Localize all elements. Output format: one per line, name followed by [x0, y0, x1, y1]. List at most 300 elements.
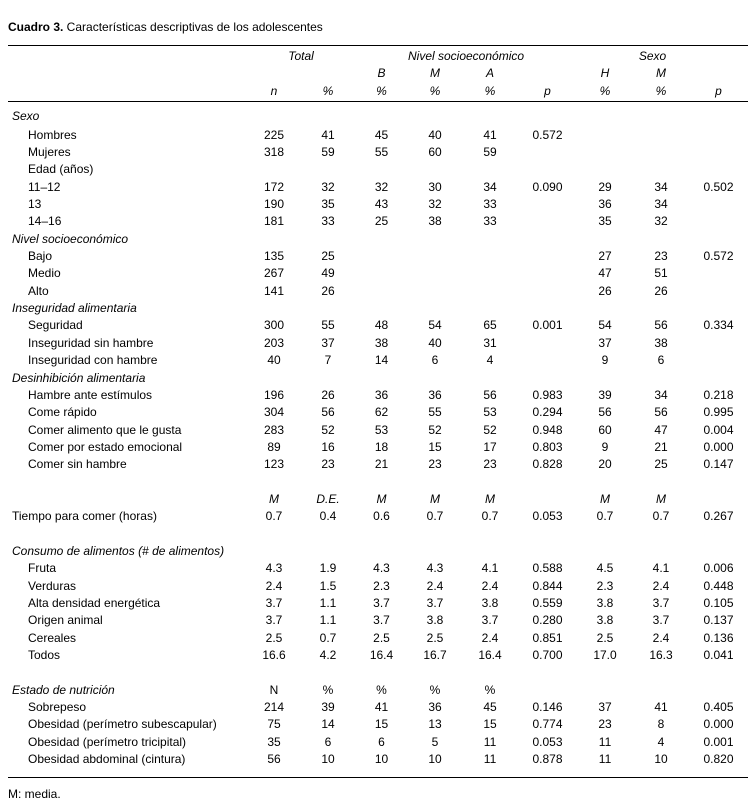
table-cell: 2.4: [426, 578, 444, 593]
table-cell: M: [656, 491, 667, 506]
section-row: [8, 543, 748, 560]
table-cell: [408, 231, 462, 248]
table-cell: 123: [263, 457, 285, 472]
table-cell: 47: [654, 422, 668, 437]
section-row: [8, 370, 748, 387]
table-cell: %: [322, 682, 334, 697]
header-cell: %: [484, 83, 496, 98]
table-cell: 43: [374, 197, 389, 212]
table-cell: 318: [263, 145, 285, 160]
table-row: [8, 560, 748, 577]
header-cell: %: [429, 83, 441, 98]
table-cell: 9: [601, 439, 609, 454]
table-cell: 21: [654, 439, 668, 454]
table-cell: [633, 161, 689, 178]
table-cell: 0.844: [532, 578, 563, 593]
table-cell: 3.7: [652, 595, 670, 610]
header-cell: H: [600, 66, 610, 81]
table-cell: [689, 300, 748, 317]
table-cell: 59: [321, 145, 335, 160]
table-cell: 16.4: [369, 648, 394, 662]
table-cell: 8: [657, 717, 665, 732]
table-cell: [462, 474, 518, 491]
row-label: [8, 474, 247, 491]
table-cell: [689, 231, 748, 248]
table-cell: 53: [483, 405, 497, 420]
table-cell: 4.3: [265, 561, 283, 576]
descriptive-table: [8, 48, 748, 768]
table-cell: 37: [598, 335, 612, 350]
table-cell: [577, 664, 633, 681]
table-cell: 26: [321, 283, 335, 298]
table-cell: 38: [654, 335, 668, 350]
table-cell: 0.559: [532, 595, 563, 610]
row-label: Mujeres: [28, 145, 71, 160]
table-cell: 1.1: [319, 595, 337, 610]
table-cell: 0.995: [703, 405, 734, 420]
table-cell: [301, 161, 355, 178]
table-cell: 135: [263, 249, 285, 264]
table-cell: 0.4: [319, 509, 337, 524]
table-cell: 51: [654, 266, 668, 281]
table-cell: [633, 144, 689, 161]
header-unit-row: [8, 83, 748, 107]
table-cell: [301, 474, 355, 491]
table-cell: 3.7: [373, 595, 390, 610]
table-cell: [689, 283, 748, 300]
table-cell: [408, 248, 462, 265]
table-cell: 55: [428, 405, 442, 420]
table-cell: 41: [654, 700, 668, 715]
table-cell: M: [485, 491, 496, 506]
caption-text: Características descriptivas de los adolescentes: [63, 20, 323, 34]
table-cell: 2.3: [596, 578, 614, 593]
table-cell: 15: [483, 717, 497, 732]
table-cell: 4.1: [481, 561, 499, 576]
table-cell: 48: [374, 318, 389, 333]
table-cell: %: [484, 682, 496, 697]
table-cell: [408, 161, 462, 178]
header-cell: n: [270, 83, 278, 98]
table-cell: 39: [598, 387, 612, 402]
table-cell: [355, 300, 408, 317]
table-cell: [355, 161, 408, 178]
table-cell: M: [430, 491, 441, 506]
table-cell: 16.3: [649, 648, 673, 662]
row-label: Seguridad: [28, 318, 83, 333]
table-cell: 37: [321, 335, 335, 350]
row-label: Comer alimento que le gusta: [28, 422, 182, 437]
row-label: Alto: [28, 283, 49, 298]
table-cell: 0.280: [532, 613, 563, 628]
table-body: [8, 107, 748, 769]
table-cell: 0.820: [703, 752, 734, 767]
header-cell: [247, 65, 301, 82]
table-row: [8, 404, 748, 421]
table-cell: [301, 107, 355, 127]
table-cell: [689, 491, 748, 508]
table-cell: 6: [657, 353, 665, 368]
table-cell: [689, 127, 748, 144]
table-cell: 4.5: [596, 561, 614, 576]
table-cell: 25: [321, 249, 335, 264]
table-cell: 11: [483, 734, 497, 749]
row-label: 14–16: [28, 214, 62, 229]
table-cell: 17: [483, 439, 497, 454]
table-cell: 15: [428, 439, 442, 454]
table-cell: 1.5: [319, 578, 337, 593]
table-cell: 0.053: [532, 509, 563, 524]
table-cell: [301, 543, 355, 560]
table-cell: 34: [654, 387, 668, 402]
table-cell: 35: [267, 734, 281, 749]
row-label: Inseguridad sin hambre: [28, 335, 154, 350]
row-label: Consumo de alimentos (# de alimentos): [12, 543, 225, 558]
header-cell: A: [486, 66, 495, 81]
row-label: Inseguridad alimentaria: [12, 301, 137, 316]
table-cell: 23: [428, 457, 442, 472]
table-cell: [518, 161, 577, 178]
table-cell: [518, 474, 577, 491]
table-cell: 0.828: [532, 457, 563, 472]
table-row: [8, 179, 748, 196]
table-cell: 0.6: [373, 509, 390, 524]
table-cell: 0.983: [532, 387, 563, 402]
table-row: [8, 526, 748, 543]
table-cell: [633, 664, 689, 681]
section-row: [8, 107, 748, 127]
header-cell: %: [376, 83, 387, 98]
table-cell: [633, 231, 689, 248]
table-cell: 0.294: [532, 405, 563, 420]
row-label: Todos: [28, 648, 61, 662]
table-cell: [577, 161, 633, 178]
table-cell: N: [269, 682, 279, 697]
header-cell: [689, 65, 748, 82]
table-cell: M: [269, 491, 279, 506]
table-cell: [689, 265, 748, 282]
table-cell: 0.7: [426, 509, 444, 524]
header-nivel-socioeconomico: Nivel socioeconómico: [407, 49, 525, 63]
row-label: [8, 526, 247, 543]
table-cell: 172: [263, 179, 285, 194]
table-cell: 10: [428, 752, 442, 767]
table-row: [8, 474, 748, 491]
table-cell: [355, 107, 408, 127]
table-cell: 60: [428, 145, 442, 160]
table-cell: [689, 144, 748, 161]
table-cell: [689, 161, 748, 178]
table-cell: [301, 300, 355, 317]
table-cell: 225: [263, 127, 285, 142]
table-cell: [462, 370, 518, 387]
table-cell: 0.405: [703, 700, 734, 715]
table-cell: [689, 526, 748, 543]
table-cell: 0.147: [703, 457, 734, 472]
table-row: [8, 716, 748, 733]
table-cell: 52: [428, 422, 442, 437]
table-cell: 59: [483, 145, 497, 160]
table-cell: [689, 335, 748, 352]
table-cell: [518, 526, 577, 543]
table-cell: [462, 248, 518, 265]
table-row: [8, 317, 748, 334]
table-cell: [462, 107, 518, 127]
table-cell: 0.448: [703, 578, 734, 593]
table-cell: [462, 265, 518, 282]
table-cell: 0.218: [703, 387, 734, 402]
table-cell: 2.4: [652, 630, 670, 645]
table-cell: [408, 107, 462, 127]
table-row: [8, 491, 748, 508]
table-cell: [633, 370, 689, 387]
row-label: Bajo: [28, 249, 53, 264]
table-row: [8, 595, 748, 612]
table-cell: 5: [431, 734, 439, 749]
table-cell: [301, 231, 355, 248]
table-cell: [355, 283, 408, 300]
table-cell: 10: [654, 752, 668, 767]
table-cell: [462, 300, 518, 317]
table-cell: [247, 474, 301, 491]
table-cell: [462, 283, 518, 300]
table-cell: [408, 265, 462, 282]
table-cell: 17.0: [593, 648, 617, 662]
table-cell: 34: [483, 179, 497, 194]
table-cell: 6: [431, 353, 439, 368]
header-cell: %: [599, 83, 611, 98]
table-cell: 39: [321, 700, 335, 715]
table-cell: 1.1: [319, 613, 337, 628]
header-cell: M: [430, 66, 441, 81]
table-cell: 16.4: [478, 648, 502, 662]
table-cell: 89: [267, 439, 281, 454]
caption-number: Cuadro 3.: [8, 20, 64, 34]
table-cell: 0.774: [532, 717, 563, 732]
table-cell: [247, 543, 301, 560]
table-cell: 0.146: [532, 700, 563, 715]
table-cell: 181: [263, 214, 285, 229]
table-row: [8, 734, 748, 751]
table-cell: 2.5: [596, 630, 614, 645]
table-cell: 4: [486, 353, 494, 368]
table-cell: 2.3: [373, 578, 390, 593]
table-cell: 3.8: [481, 595, 499, 610]
row-label: [8, 664, 247, 681]
table-cell: 27: [598, 249, 612, 264]
table-cell: [518, 370, 577, 387]
table-cell: [633, 107, 689, 127]
table-cell: [518, 335, 577, 352]
table-row: [8, 699, 748, 716]
header-cell: p: [715, 83, 722, 98]
row-label: Inseguridad con hambre: [28, 353, 158, 368]
table-cell: 40: [267, 353, 281, 368]
table-cell: 0.588: [532, 561, 563, 576]
table-cell: 37: [598, 700, 612, 715]
table-cell: [518, 664, 577, 681]
table-cell: 33: [321, 214, 335, 229]
table-cell: [355, 664, 408, 681]
table-row: [8, 456, 748, 473]
table-caption: [8, 20, 323, 34]
table-cell: [247, 107, 301, 127]
table-cell: [518, 682, 577, 699]
table-cell: [689, 196, 748, 213]
table-cell: 0.004: [703, 422, 734, 437]
table-cell: 7: [324, 353, 332, 368]
table-cell: 52: [483, 422, 497, 437]
table-row: [8, 127, 748, 144]
table-cell: 20: [598, 457, 612, 472]
table-cell: 10: [374, 752, 389, 767]
table-cell: 16: [321, 439, 335, 454]
row-label: Obesidad abdominal (cintura): [28, 752, 186, 767]
row-label: Come rápido: [28, 405, 97, 420]
table-cell: 56: [321, 405, 335, 420]
section-row: [8, 300, 748, 317]
row-label: Obesidad (perímetro subescapular): [28, 717, 217, 732]
table-cell: [462, 161, 518, 178]
table-cell: 2.4: [481, 578, 499, 593]
table-cell: 36: [374, 387, 389, 402]
table-cell: 13: [428, 717, 442, 732]
table-cell: 3.7: [426, 595, 444, 610]
row-label: Edad (años): [28, 162, 94, 177]
table-row: [8, 751, 748, 768]
table-cell: [408, 526, 462, 543]
row-label: Verduras: [28, 578, 77, 593]
table-cell: 45: [374, 127, 389, 142]
table-cell: 0.105: [703, 595, 734, 610]
header-empty: [8, 48, 247, 65]
table-cell: 23: [598, 717, 612, 732]
table-cell: 47: [598, 266, 612, 281]
table-cell: 2.4: [481, 630, 499, 645]
table-cell: [689, 682, 748, 699]
table-cell: [518, 144, 577, 161]
table-cell: 3.7: [373, 613, 390, 628]
table-cell: [518, 265, 577, 282]
table-cell: 23: [654, 249, 668, 264]
header-cell: %: [322, 83, 334, 98]
table-cell: 31: [483, 335, 497, 350]
table-cell: 0.572: [703, 249, 734, 264]
row-label: Estado de nutrición: [12, 682, 115, 697]
table-cell: [689, 370, 748, 387]
table-cell: 0.334: [703, 318, 734, 333]
row-label: Sexo: [12, 109, 40, 124]
table-cell: 0.803: [532, 439, 563, 454]
table-row: [8, 387, 748, 404]
table-row: [8, 422, 748, 439]
table-cell: 0.7: [652, 509, 670, 524]
row-label: Obesidad (perímetro tricipital): [28, 734, 187, 749]
row-label: Hambre ante estímulos: [28, 387, 153, 402]
table-cell: 36: [428, 700, 442, 715]
row-label: Tiempo para comer (horas): [12, 509, 157, 524]
header-cell: M: [656, 66, 667, 81]
table-cell: [518, 248, 577, 265]
table-cell: 25: [374, 214, 389, 229]
table-cell: 304: [263, 405, 285, 420]
table-cell: 4.2: [319, 648, 337, 662]
table-cell: 0.090: [532, 179, 563, 194]
table-cell: 56: [654, 318, 668, 333]
table-cell: 29: [598, 179, 612, 194]
table-cell: [518, 231, 577, 248]
table-cell: 45: [483, 700, 497, 715]
table-cell: [577, 682, 633, 699]
table-cell: [577, 370, 633, 387]
table-cell: [577, 526, 633, 543]
table-cell: 11: [598, 752, 612, 767]
section-row: [8, 231, 748, 248]
table-cell: 0.006: [703, 561, 734, 576]
table-cell: [408, 370, 462, 387]
table-cell: [462, 231, 518, 248]
header-group-row: [8, 48, 748, 65]
table-cell: 40: [428, 335, 442, 350]
table-cell: 32: [321, 179, 335, 194]
table-cell: [301, 370, 355, 387]
section-row: [8, 682, 748, 699]
table-cell: 52: [321, 422, 335, 437]
table-cell: [633, 682, 689, 699]
table-cell: 0.7: [265, 509, 283, 524]
header-cell: p: [544, 83, 551, 98]
table-row: [8, 630, 748, 647]
table-cell: 55: [321, 318, 335, 333]
table-cell: [518, 491, 577, 508]
table-row: [8, 508, 748, 525]
table-cell: [355, 265, 408, 282]
bottom-rule: [8, 777, 748, 778]
table-cell: 16.7: [423, 648, 447, 662]
table-cell: 0.878: [532, 752, 563, 767]
table-cell: [301, 526, 355, 543]
table-row: [8, 352, 748, 369]
table-cell: [518, 213, 577, 230]
table-cell: [247, 231, 301, 248]
row-label: [8, 491, 247, 508]
table-cell: [408, 664, 462, 681]
header-cell: [8, 65, 247, 82]
table-cell: [355, 526, 408, 543]
table-cell: 34: [654, 197, 668, 212]
table-cell: [247, 161, 301, 178]
table-cell: 11: [483, 752, 497, 767]
table-cell: 267: [263, 266, 285, 281]
header-cell: [301, 65, 355, 82]
table-cell: 0.000: [703, 439, 734, 454]
table-cell: 14: [321, 717, 335, 732]
table-cell: 53: [374, 422, 389, 437]
table-cell: %: [376, 682, 387, 697]
table-cell: 40: [428, 127, 442, 142]
table-cell: [247, 370, 301, 387]
table-cell: 54: [598, 318, 612, 333]
table-cell: [408, 283, 462, 300]
table-cell: 30: [428, 179, 442, 194]
table-cell: 0.572: [532, 127, 563, 142]
header-total: Total: [288, 49, 314, 63]
row-label: Medio: [28, 266, 61, 281]
row-label: Hombres: [28, 127, 77, 142]
table-cell: 0.948: [532, 422, 563, 437]
table-cell: 32: [428, 197, 442, 212]
table-cell: [408, 474, 462, 491]
